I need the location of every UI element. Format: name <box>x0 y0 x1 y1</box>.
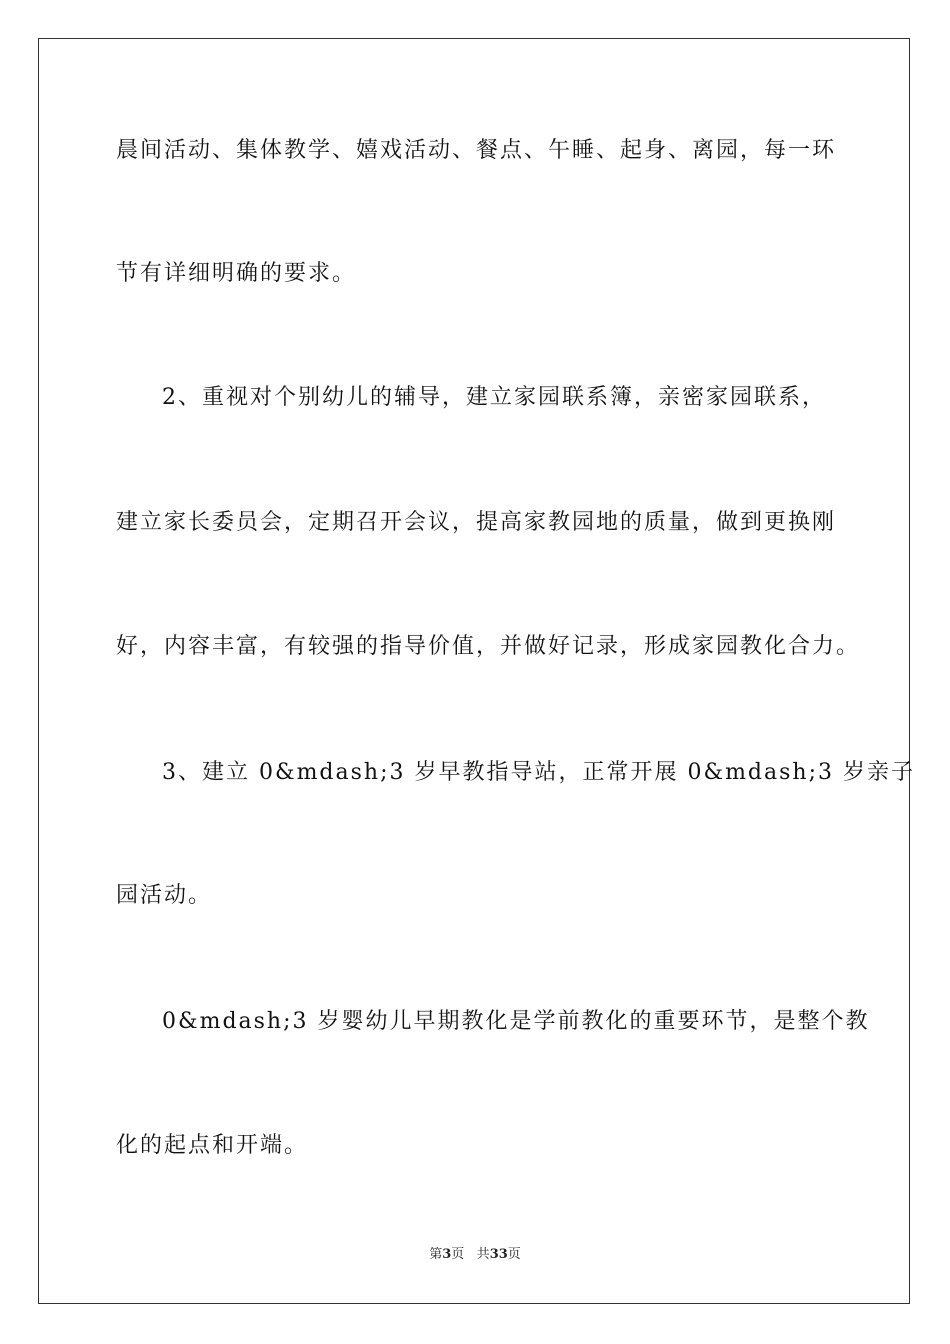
text-line-5: 好，内容丰富，有较强的指导价值，并做好记录，形成家园教化合力。 <box>116 634 861 659</box>
text-line-4: 建立家长委员会，定期召开会议，提高家教园地的质量，做到更换刚 <box>116 510 837 535</box>
text-line-7: 园活动。 <box>116 883 213 908</box>
footer-total-pages: 33 <box>489 1247 508 1262</box>
page-border <box>38 38 910 1304</box>
footer-page-prefix: 第 <box>429 1247 443 1262</box>
text-line-6: 3、建立 0&mdash;3 岁早教指导站，正常开展 0&mdash;3 岁亲子 <box>162 760 915 785</box>
text-line-1: 晨间活动、集体教学、嬉戏活动、餐点、午睡、起身、离园，每一环 <box>116 138 837 163</box>
text-line-9: 化的起点和开端。 <box>116 1133 309 1158</box>
page-footer <box>0 1247 950 1263</box>
text-line-2: 节有详细明确的要求。 <box>116 261 357 286</box>
text-line-3: 2、重视对个别幼儿的辅导，建立家园联系簿，亲密家园联系， <box>162 385 826 410</box>
footer-page-number: 3 <box>442 1247 452 1262</box>
footer-page-suffix: 页 <box>451 1247 465 1262</box>
footer-total-prefix: 共 <box>476 1247 490 1262</box>
text-line-8: 0&mdash;3 岁婴幼儿早期教化是学前教化的重要环节，是整个教 <box>162 1009 870 1034</box>
footer-total-suffix: 页 <box>507 1247 521 1262</box>
